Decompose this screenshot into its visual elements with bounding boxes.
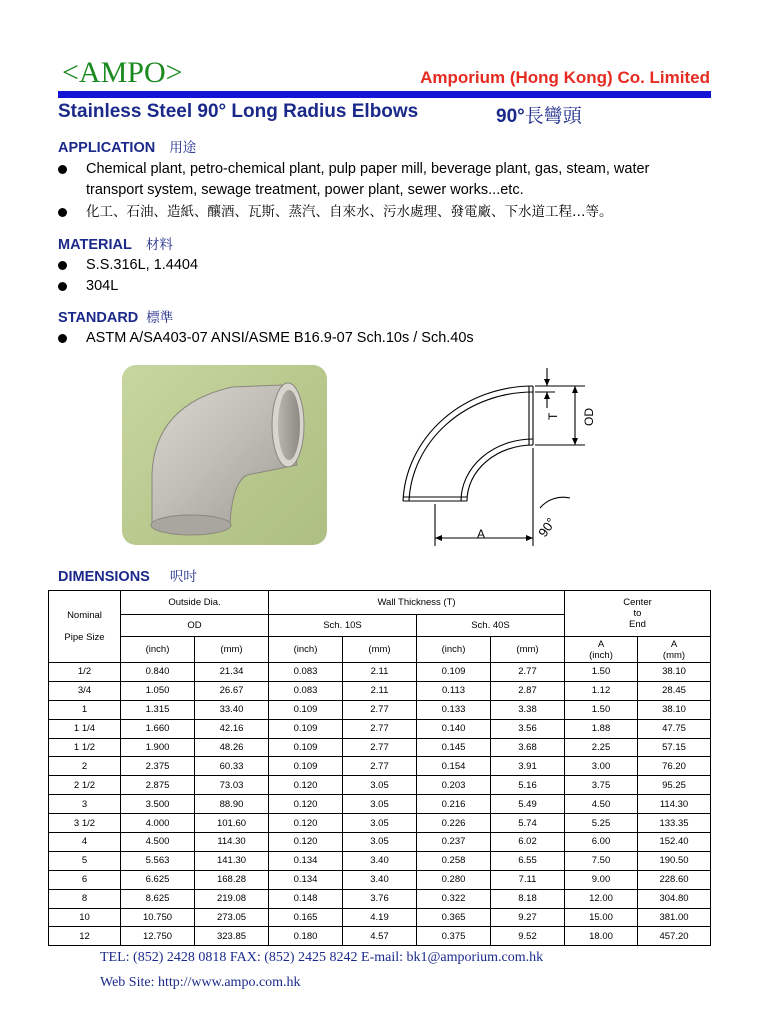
table-cell: 2.77	[343, 757, 417, 776]
table-cell: 4.000	[121, 814, 195, 833]
table-row	[49, 908, 711, 927]
dimensions-table-body	[49, 663, 711, 946]
table-cell: 8.625	[121, 889, 195, 908]
standard-item-text: ASTM A/SA403-07 ANSI/ASME B16.9-07 Sch.10s / Sch.40s	[86, 330, 474, 346]
material-label-cn: 材料	[145, 237, 173, 252]
table-cell: 6.55	[491, 851, 565, 870]
table-row	[49, 681, 711, 700]
standard-label-cn: 標準	[146, 310, 174, 325]
table-cell: 3.500	[121, 795, 195, 814]
table-cell: 3.05	[343, 776, 417, 795]
application-item	[58, 159, 698, 201]
table-cell: 1.12	[565, 681, 638, 700]
bullet-icon	[58, 282, 67, 291]
table-cell: 323.85	[195, 927, 269, 946]
table-cell: 26.67	[195, 681, 269, 700]
header-od-inch: (inch)	[121, 637, 195, 663]
table-cell: 0.109	[269, 719, 343, 738]
table-row	[49, 776, 711, 795]
table-cell: 3.75	[565, 776, 638, 795]
table-cell: 2.77	[343, 719, 417, 738]
table-cell: 9.27	[491, 908, 565, 927]
application-item-cn-text: 化工、石油、造紙、釀酒、瓦斯、蒸汽、自來水、污水處理、發電廠、下水道工程…等。	[86, 204, 613, 220]
table-cell: 57.15	[638, 738, 711, 757]
application-item-text: Chemical plant, petro-chemical plant, pulp paper mill, beverage plant, gas, steam, water transport system, sewage treatment, power plant, sewer works...etc.	[86, 161, 650, 198]
table-cell: 0.145	[417, 738, 491, 757]
header-sch10-mm: (mm)	[343, 637, 417, 663]
header-sch10: Sch. 10S	[269, 615, 417, 637]
table-cell: 0.120	[269, 814, 343, 833]
table-cell: 1/2	[49, 663, 121, 682]
table-row	[49, 795, 711, 814]
table-cell: 0.180	[269, 927, 343, 946]
bullet-icon	[58, 261, 67, 270]
table-cell: 0.840	[121, 663, 195, 682]
table-cell: 3.38	[491, 700, 565, 719]
header-sch40: Sch. 40S	[417, 615, 565, 637]
table-cell: 7.11	[491, 870, 565, 889]
header-sch40-mm: (mm)	[491, 637, 565, 663]
table-cell: 0.120	[269, 833, 343, 852]
table-cell: 33.40	[195, 700, 269, 719]
table-cell: 2.77	[343, 738, 417, 757]
dimensions-heading	[58, 565, 197, 585]
table-cell: 5.25	[565, 814, 638, 833]
standard-heading	[58, 306, 173, 326]
table-cell: 114.30	[638, 795, 711, 814]
bullet-icon	[58, 334, 67, 343]
table-cell: 7.50	[565, 851, 638, 870]
standard-item	[58, 328, 474, 349]
table-row	[49, 889, 711, 908]
table-cell: 1 1/2	[49, 738, 121, 757]
table-cell: 0.258	[417, 851, 491, 870]
table-cell: 2.77	[491, 663, 565, 682]
table-cell: 219.08	[195, 889, 269, 908]
table-row	[49, 851, 711, 870]
table-cell: 0.216	[417, 795, 491, 814]
table-cell: 15.00	[565, 908, 638, 927]
table-cell: 28.45	[638, 681, 711, 700]
material-item-text: 304L	[86, 278, 119, 294]
table-cell: 5.74	[491, 814, 565, 833]
table-cell: 1.50	[565, 663, 638, 682]
table-cell: 2 1/2	[49, 776, 121, 795]
table-cell: 0.165	[269, 908, 343, 927]
table-cell: 3.68	[491, 738, 565, 757]
table-cell: 0.237	[417, 833, 491, 852]
table-cell: 5	[49, 851, 121, 870]
table-cell: 3.40	[343, 870, 417, 889]
table-cell: 4.500	[121, 833, 195, 852]
table-cell: 9.52	[491, 927, 565, 946]
header-nominal: Nominal Pipe Size	[49, 591, 121, 663]
footer-website: Web Site: http://www.ampo.com.hk	[100, 975, 301, 990]
table-cell: 1.315	[121, 700, 195, 719]
table-row	[49, 927, 711, 946]
table-cell: 4.50	[565, 795, 638, 814]
table-cell: 76.20	[638, 757, 711, 776]
table-cell: 0.154	[417, 757, 491, 776]
material-item	[58, 255, 198, 276]
table-cell: 0.365	[417, 908, 491, 927]
table-cell: 2.25	[565, 738, 638, 757]
table-cell: 3.56	[491, 719, 565, 738]
table-cell: 1.50	[565, 700, 638, 719]
table-cell: 304.80	[638, 889, 711, 908]
application-heading	[58, 136, 196, 156]
table-cell: 3 1/2	[49, 814, 121, 833]
header-sch10-inch: (inch)	[269, 637, 343, 663]
table-cell: 3.76	[343, 889, 417, 908]
table-cell: 101.60	[195, 814, 269, 833]
table-cell: 2.375	[121, 757, 195, 776]
table-cell: 228.60	[638, 870, 711, 889]
table-cell: 2.77	[343, 700, 417, 719]
table-cell: 95.25	[638, 776, 711, 795]
bullet-icon	[58, 208, 67, 217]
table-cell: 0.083	[269, 663, 343, 682]
application-item-cn	[58, 202, 718, 223]
table-cell: 9.00	[565, 870, 638, 889]
table-cell: 0.280	[417, 870, 491, 889]
table-cell: 133.35	[638, 814, 711, 833]
table-cell: 8.18	[491, 889, 565, 908]
table-cell: 0.226	[417, 814, 491, 833]
title-chinese-text: 長彎頭	[524, 105, 582, 127]
table-cell: 5.563	[121, 851, 195, 870]
table-cell: 1.900	[121, 738, 195, 757]
header-divider	[58, 91, 711, 98]
table-row	[49, 700, 711, 719]
table-cell: 1.660	[121, 719, 195, 738]
table-cell: 5.16	[491, 776, 565, 795]
table-cell: 48.26	[195, 738, 269, 757]
material-item-text: S.S.316L, 1.4404	[86, 257, 199, 273]
table-cell: 1.88	[565, 719, 638, 738]
table-cell: 12.750	[121, 927, 195, 946]
standard-label: STANDARD	[58, 310, 139, 326]
table-cell: 152.40	[638, 833, 711, 852]
table-cell: 2.11	[343, 681, 417, 700]
header-outside-dia: Outside Dia.	[121, 591, 269, 615]
header-od-mm: (mm)	[195, 637, 269, 663]
elbow-dimension-drawing	[385, 358, 610, 553]
table-cell: 0.120	[269, 795, 343, 814]
header-od: OD	[121, 615, 269, 637]
table-cell: 42.16	[195, 719, 269, 738]
bullet-icon	[58, 165, 67, 174]
table-cell: 73.03	[195, 776, 269, 795]
material-heading	[58, 233, 173, 253]
header-wall-thickness: Wall Thickness (T)	[269, 591, 565, 615]
table-cell: 1	[49, 700, 121, 719]
table-row	[49, 814, 711, 833]
table-cell: 12	[49, 927, 121, 946]
table-cell: 1 1/4	[49, 719, 121, 738]
table-cell: 0.133	[417, 700, 491, 719]
table-row	[49, 719, 711, 738]
table-cell: 2.11	[343, 663, 417, 682]
table-cell: 457.20	[638, 927, 711, 946]
drawing-label-a: A	[477, 527, 486, 541]
table-cell: 6.00	[565, 833, 638, 852]
drawing-label-t: T	[546, 412, 560, 420]
dimensions-table	[48, 590, 711, 946]
table-cell: 4.19	[343, 908, 417, 927]
table-cell: 3.00	[565, 757, 638, 776]
table-row	[49, 757, 711, 776]
table-cell: 4.57	[343, 927, 417, 946]
drawing-label-od: OD	[582, 408, 596, 426]
table-cell: 0.120	[269, 776, 343, 795]
table-cell: 3.40	[343, 851, 417, 870]
table-cell: 12.00	[565, 889, 638, 908]
drawing-label-angle: 90°	[535, 515, 559, 540]
table-cell: 3.05	[343, 833, 417, 852]
table-cell: 8	[49, 889, 121, 908]
table-cell: 0.134	[269, 851, 343, 870]
table-cell: 3/4	[49, 681, 121, 700]
table-cell: 0.134	[269, 870, 343, 889]
header-a-inch: A (inch)	[565, 637, 638, 663]
table-cell: 0.083	[269, 681, 343, 700]
table-cell: 88.90	[195, 795, 269, 814]
dimensions-label: DIMENSIONS	[58, 569, 150, 585]
table-cell: 114.30	[195, 833, 269, 852]
table-cell: 60.33	[195, 757, 269, 776]
table-row	[49, 738, 711, 757]
company-name: Amporium (Hong Kong) Co. Limited	[420, 68, 710, 87]
elbow-photo-graphic	[122, 365, 327, 545]
title-angle: 90°	[496, 106, 525, 127]
table-cell: 21.34	[195, 663, 269, 682]
header-center-to-end: Center to End	[565, 591, 711, 637]
table-cell: 1.050	[121, 681, 195, 700]
material-item	[58, 276, 118, 297]
table-cell: 3.05	[343, 795, 417, 814]
table-cell: 38.10	[638, 663, 711, 682]
table-cell: 18.00	[565, 927, 638, 946]
table-cell: 0.203	[417, 776, 491, 795]
table-cell: 6.625	[121, 870, 195, 889]
table-cell: 3	[49, 795, 121, 814]
table-row	[49, 870, 711, 889]
table-row	[49, 663, 711, 682]
application-label: APPLICATION	[58, 140, 156, 156]
table-cell: 381.00	[638, 908, 711, 927]
table-cell: 2.875	[121, 776, 195, 795]
header-sch40-inch: (inch)	[417, 637, 491, 663]
table-cell: 2.87	[491, 681, 565, 700]
table-row	[49, 833, 711, 852]
table-cell: 0.109	[269, 738, 343, 757]
table-cell: 273.05	[195, 908, 269, 927]
table-cell: 0.113	[417, 681, 491, 700]
table-cell: 190.50	[638, 851, 711, 870]
dimensions-label-cn: 呎吋	[169, 569, 197, 584]
table-cell: 0.375	[417, 927, 491, 946]
page-title-chinese	[496, 101, 582, 128]
table-cell: 38.10	[638, 700, 711, 719]
table-cell: 0.109	[269, 700, 343, 719]
table-cell: 10	[49, 908, 121, 927]
table-cell: 6	[49, 870, 121, 889]
footer-contact: TEL: (852) 2428 0818 FAX: (852) 2425 8242 E-mail: bk1@amporium.com.hk	[100, 950, 544, 965]
table-cell: 4	[49, 833, 121, 852]
company-logo: <AMPO>	[62, 56, 183, 89]
table-cell: 5.49	[491, 795, 565, 814]
table-cell: 0.109	[417, 663, 491, 682]
table-cell: 47.75	[638, 719, 711, 738]
table-cell: 2	[49, 757, 121, 776]
table-cell: 168.28	[195, 870, 269, 889]
elbow-product-photo	[122, 365, 327, 545]
table-cell: 0.109	[269, 757, 343, 776]
table-cell: 141.30	[195, 851, 269, 870]
table-cell: 0.148	[269, 889, 343, 908]
table-cell: 3.91	[491, 757, 565, 776]
application-label-cn: 用途	[169, 140, 197, 155]
table-cell: 0.140	[417, 719, 491, 738]
table-cell: 10.750	[121, 908, 195, 927]
table-cell: 3.05	[343, 814, 417, 833]
material-label: MATERIAL	[58, 237, 132, 253]
page-title: Stainless Steel 90° Long Radius Elbows	[58, 101, 419, 122]
table-cell: 6.02	[491, 833, 565, 852]
table-cell: 0.322	[417, 889, 491, 908]
header-a-mm: A (mm)	[638, 637, 711, 663]
